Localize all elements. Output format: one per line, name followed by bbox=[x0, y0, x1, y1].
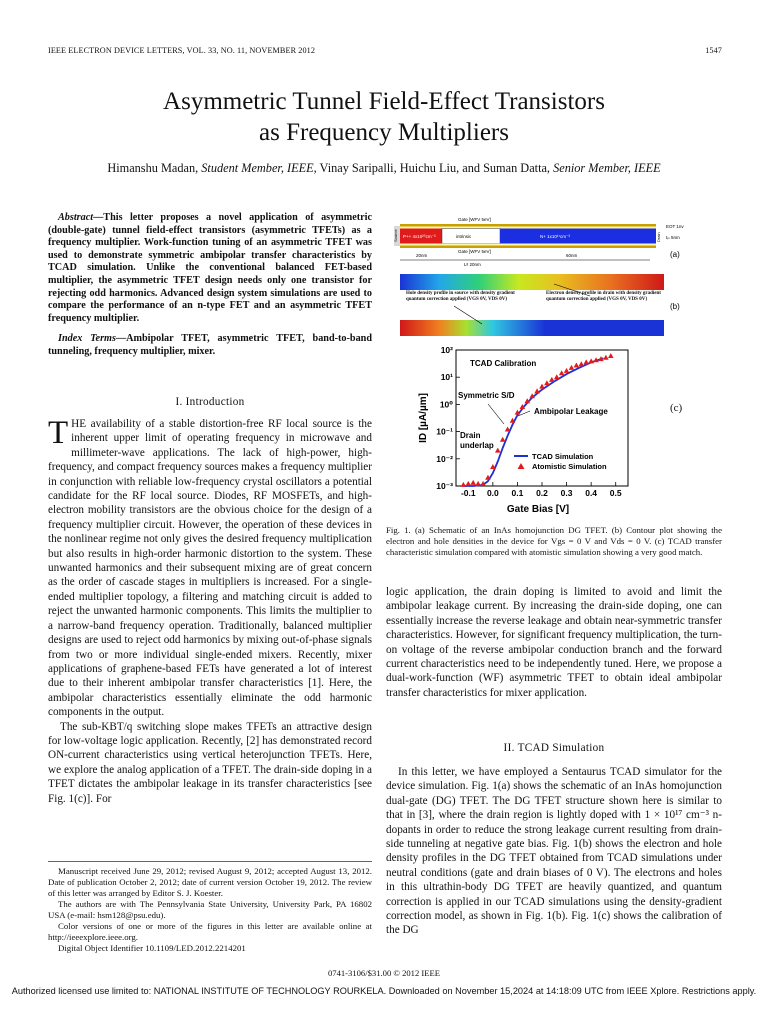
dim-right-label: 60nm bbox=[566, 253, 578, 258]
y-tick-label: 10⁻² bbox=[436, 453, 453, 464]
y-tick-label: 10⁻³ bbox=[436, 481, 453, 491]
journal-header: IEEE ELECTRON DEVICE LETTERS, VOL. 33, NO. 11, NOVEMBER 2012 bbox=[48, 46, 316, 55]
footnote-received: Manuscript received June 29, 2012; revised August 9, 2012; accepted August 13, 2012. Date of publication October 2, 2012; date of current version October 19, 2012. The review of this letter was arranged by Editor S. J. Koester. bbox=[48, 866, 372, 898]
intrinsic-label: intrinsic bbox=[456, 234, 472, 239]
atomistic-point bbox=[608, 353, 614, 358]
x-tick-label: 0.0 bbox=[486, 488, 499, 498]
hole-density-note: Hole density profile in source with density gradient quantum correction applied (VGS 0V, VDS 0V) bbox=[406, 291, 515, 302]
atomistic-point bbox=[554, 374, 560, 379]
n-region-label: N+ 1x10¹⁷cm⁻³ bbox=[540, 234, 570, 239]
y-tick-label: 10⁰ bbox=[439, 399, 453, 410]
license-notice: Authorized licensed use limited to: NATIONAL INSTITUTE OF TECHNOLOGY ROURKELA. Downloaded on November 15,2024 at 14:18:09 UTC from IEEE Xplore. Restrictions apply. bbox=[11, 986, 757, 996]
section-1-body bbox=[48, 417, 372, 806]
bottom-oxide bbox=[400, 244, 656, 246]
x-tick-label: 0.1 bbox=[511, 488, 524, 498]
section-2-heading: II. TCAD Simulation bbox=[503, 742, 605, 754]
electron-density-band bbox=[400, 274, 664, 290]
page-number: 1547 bbox=[705, 46, 722, 55]
atomistic-point bbox=[505, 426, 511, 431]
atomistic-point bbox=[475, 481, 481, 486]
figure-tag-c: (c) bbox=[670, 402, 683, 414]
arrow-symmetric bbox=[488, 404, 504, 424]
drop-cap: T bbox=[48, 415, 69, 451]
atomistic-point bbox=[564, 368, 570, 373]
chart-title: TCAD Calibration bbox=[470, 359, 537, 368]
figure-1-caption: Fig. 1. (a) Schematic of an InAs homojunction DG TFET. (b) Contour plot showing the electron and hole densities in the device for Vgs = 0 V and Vds = 0 V. (c) TCAD transfer characteristic simulation compared with atomistic simulation showing a very good match. bbox=[386, 525, 722, 557]
annotation-drain-word: Drain bbox=[460, 431, 481, 440]
y-tick-label: 10¹ bbox=[440, 372, 453, 383]
tin-label: tᵢₙ 5nm bbox=[666, 235, 680, 240]
footnote-rule bbox=[48, 861, 372, 862]
footnote-doi: Digital Object Identifier 10.1109/LED.2012.2214201 bbox=[58, 943, 246, 953]
x-tick-label: 0.3 bbox=[560, 488, 573, 498]
drain-n-region bbox=[500, 229, 650, 244]
atomistic-point bbox=[470, 480, 476, 485]
x-tick-label: 0.5 bbox=[609, 488, 622, 498]
index-terms-text: —Ambipolar TFET, asymmetric TFET, band-to-band tunneling, frequency multiplier, mixer. bbox=[48, 333, 372, 357]
dim-gate-label: Lᵍ 20nm bbox=[464, 262, 481, 267]
annotation-symmetric: Symmetric S/D bbox=[458, 391, 515, 400]
index-terms-label: Index Terms bbox=[58, 333, 116, 345]
author-1-role: Student Member, IEEE, bbox=[201, 161, 317, 175]
atomistic-point bbox=[559, 370, 565, 375]
x-tick-label: 0.2 bbox=[536, 488, 548, 498]
atomistic-point bbox=[461, 482, 467, 487]
author-line bbox=[0, 161, 768, 176]
atomistic-point bbox=[603, 355, 609, 360]
electron-density-note: Electron density profile in drain with density gradient quantum correction applied (VGS 0V, VDS 0V) bbox=[546, 291, 661, 302]
hole-density-band bbox=[400, 320, 664, 336]
copyright-line: 0741-3106/$31.00 © 2012 IEEE bbox=[327, 968, 441, 978]
title-line-2: as Frequency Multipliers bbox=[259, 119, 509, 146]
other-authors: Vinay Saripalli, Huichu Liu, and Suman Datta, bbox=[319, 161, 551, 175]
title-line-1: Asymmetric Tunnel Field-Effect Transistors bbox=[163, 88, 605, 115]
p-region-label: P++ 4x10²⁰cm⁻³ bbox=[403, 234, 436, 239]
top-gate-bar bbox=[400, 224, 656, 227]
author-1: Himanshu Madan, bbox=[107, 161, 199, 175]
atomistic-point bbox=[583, 359, 589, 364]
gate-bottom-label: Gate [WFV 5eV] bbox=[458, 249, 491, 254]
source-label: Source bbox=[393, 229, 398, 242]
footnotes bbox=[48, 866, 372, 954]
atomistic-point bbox=[569, 365, 575, 370]
atomistic-point bbox=[539, 384, 545, 389]
x-tick-label: 0.4 bbox=[585, 488, 598, 498]
figure-tag-b: (b) bbox=[670, 302, 680, 311]
atomistic-point bbox=[579, 361, 585, 366]
right-column-paragraph-1: logic application, the drain doping is limited to avoid and limit the ambipolar leakage current. By increasing the drain-side doping, one can essentially increase the reverse leakage and obtain near-symmetric transfer characteristics. However, for significant frequency multiplication, the turn-on voltage of the reverse ambipolar conduction branch and the forward current characteristics need to be independently tuned. Here, we propose a dual-work-function (WF) asymmetric TFET to obtain ideal ambipolar transfer characteristics for mixer application. bbox=[386, 586, 722, 699]
annotation-ambipolar: Ambipolar Leakage bbox=[534, 407, 608, 416]
y-tick-label: 10⁻¹ bbox=[436, 426, 453, 437]
y-axis-label: ID [µA/µm] bbox=[418, 393, 429, 443]
gate-top-label: Gate [WFV 5eV] bbox=[458, 217, 491, 222]
figure-1c-chart bbox=[414, 344, 644, 518]
atomistic-point bbox=[500, 437, 506, 442]
legend-label-atomistic: Atomistic Simulation bbox=[532, 462, 607, 471]
figure-tag-a: (a) bbox=[670, 250, 680, 259]
intro-paragraph-2: The sub-KBT/q switching slope makes TFETs an attractive design for low-voltage logic application. Recently, [2] has demonstrated record ON-current characteristics using vertical heterojunction TFETs. Here, we explore the analog application of a TFET. The drain-side doping in a TFET dictates the ambipolar leakage in its transfer characteristics [see Fig. 1(c)]. For bbox=[48, 720, 372, 805]
abstract-label: Abstract bbox=[58, 212, 94, 223]
abstract bbox=[48, 212, 372, 359]
bottom-gate-bar bbox=[400, 246, 656, 249]
paper-title bbox=[0, 86, 768, 148]
atomistic-point bbox=[549, 377, 555, 382]
atomistic-point bbox=[465, 481, 471, 486]
x-axis-label: Gate Bias [V] bbox=[506, 504, 570, 515]
figure-1a-schematic bbox=[394, 212, 724, 274]
legend bbox=[514, 452, 607, 471]
atomistic-point bbox=[574, 362, 580, 367]
drain-label: Drain bbox=[656, 232, 661, 242]
footnote-color: Color versions of one or more of the figures in this letter are available online at http://ieeexplore.ieee.org. bbox=[48, 921, 372, 942]
legend-label-tcad: TCAD Simulation bbox=[532, 452, 594, 461]
annotation-drain-underlap bbox=[460, 431, 494, 450]
x-tick-label: -0.1 bbox=[460, 488, 476, 498]
author-4-role: Senior Member, IEEE bbox=[553, 161, 661, 175]
atomistic-point bbox=[495, 448, 501, 453]
annotation-underlap-word: underlap bbox=[460, 441, 494, 450]
legend-triangle-swatch bbox=[518, 463, 525, 469]
eot-label: EOT 1nv bbox=[666, 224, 684, 229]
dim-left-label: 20nm bbox=[416, 253, 428, 258]
y-tick-label: 10² bbox=[440, 345, 453, 355]
atomistic-point bbox=[544, 380, 550, 385]
right-column-paragraph-2: In this letter, we have employed a Sentaurus TCAD simulator for the device simulation. Fig. 1(a) shows the schematic of an InAs homojunction dual-gate (DG) TFET. The DG TFET structure shown here is similar to that in [3], where the drain region is lightly doped with 1 × 10¹⁷ cm⁻³ n-dopants in order to reduce the strong leakage current resulting from drain-side tunneling at negative gate bias. Fig. 1(b) shows the electron and hole density profiles in the DG TFET obtained from TCAD simulations under neutral conditions (gate and drain biases of 0 V). The electrons and holes in this ultrathin-body DG TFET are heavily quantized, and quantum correction is applied in our TCAD simulations using the density-gradient correction model, as shown in Fig. 1(b). Fig. 1(c) shows the calibration of the DG bbox=[386, 766, 722, 937]
abstract-text: —This letter proposes a novel application of asymmetric (double-gate) tunnel field-effect transistors (asymmetric TFETs) as a frequency multiplier. Work-function tuning of an asymmetric TFET was used to demonstrate symmetric ambipolar transfer characteristics by TCAD simulation. Unlike the conventional balanced FET-based multiplier, the asymmetric TFET design needs only one transistor for rejecting odd harmonics. Advanced design system simulations are used to compare the performance of an n-type FET and an asymmetric TFET frequency multiplier. bbox=[48, 212, 372, 324]
footnote-affiliation: The authors are with The Pennsylvania State University, University Park, PA 16802 USA (e-mail: hsm128@psu.edu). bbox=[48, 899, 372, 920]
section-1-heading: I. Introduction bbox=[175, 396, 245, 408]
top-oxide bbox=[400, 227, 656, 229]
intro-paragraph-1: HE availability of a stable distortion-free RF local source is the inherent upper limit of operating frequency in microwave and millimeter-wave applications. The lack of high-power, high-frequency, and compact frequency sources makes a frequency multiplier in conjunction with reliable low-frequency crystal oscillators a potential candidate for the RF local source. Diodes, RF MOSFETs, and high-electron mobility transistors are the obvious choice for the design of a frequency multiplier circuit. However, the operation of these devices in the nonlinear regime not only gives the desired frequency multiplication but also results in high-order harmonic distortion to the system. These unwanted harmonics and their subsequent mixing are of great concern as the order of cascade stages in multipliers is increased. For a single-ended multiplier topology, a filtering and matching circuit is added to reject the unwanted harmonic components. This limits the multiplier to a narrow-band frequency operation. Traditionally, balanced multiplier designs are used to reject odd harmonics by mixing out-of-phase signals from two or more individual single-ended mixers. Recently, mixer applications of graphene-based FETs have generated a lot of interest due to their inherent ambipolar transfer characteristics [1]. Here, the ambipolar characteristics essentially eliminate the odd harmonic components in the output. bbox=[48, 418, 372, 719]
figure-1b-contour bbox=[394, 272, 724, 344]
